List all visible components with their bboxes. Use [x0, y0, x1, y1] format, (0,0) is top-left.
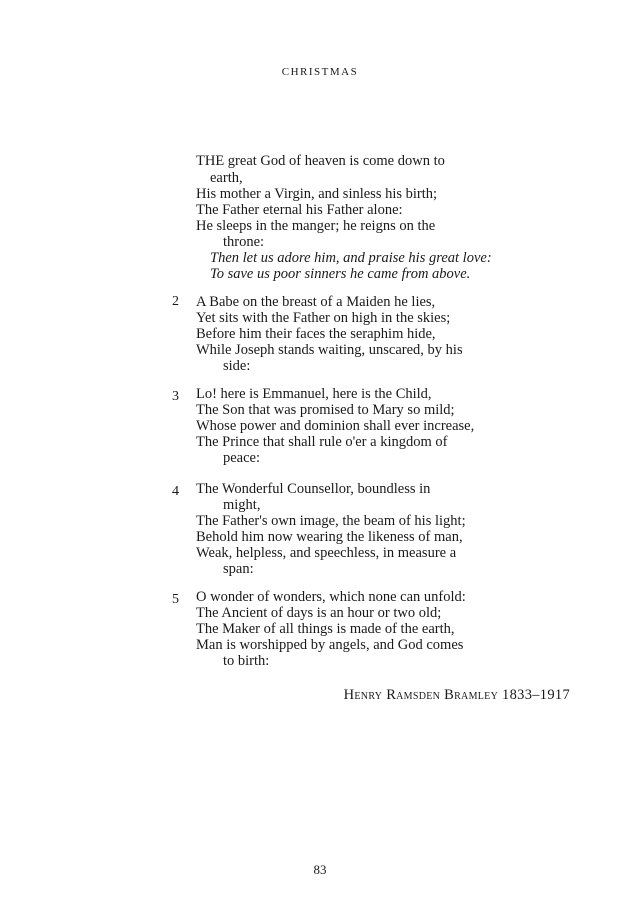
verse-line: Lo! here is Emmanuel, here is the Child,	[196, 386, 432, 402]
verse-line: Man is worshipped by angels, and God comes	[196, 637, 464, 653]
author-dates: 1833–1917	[502, 687, 570, 703]
verse-line: earth,	[210, 170, 243, 186]
verse-line: The Father eternal his Father alone:	[196, 202, 403, 218]
verse-line: peace:	[223, 450, 261, 466]
verse-line: Before him their faces the seraphim hide,	[196, 326, 436, 342]
verse-line: O wonder of wonders, which none can unfold:	[196, 589, 466, 605]
refrain-line: To save us poor sinners he came from above.	[210, 266, 471, 282]
verse-number: 2	[172, 294, 179, 309]
verse-line: side:	[223, 358, 251, 374]
verse-line: A Babe on the breast of a Maiden he lies,	[196, 294, 436, 310]
verse-line: might,	[223, 497, 261, 513]
verse-number: 4	[172, 484, 179, 499]
verse-line: throne:	[223, 234, 265, 250]
verse-line: The Wonderful Counsellor, boundless in	[196, 481, 431, 497]
verse-line: While Joseph stands waiting, unscared, by his	[196, 342, 463, 358]
verse-line: Behold him now wearing the likeness of man,	[196, 529, 463, 545]
verse-number: 3	[172, 389, 179, 404]
verse-line: to birth:	[223, 653, 270, 669]
verse-line: Whose power and dominion shall ever increase,	[196, 418, 475, 434]
verse-line: The Son that was promised to Mary so mild;	[196, 402, 455, 418]
verse-line: Yet sits with the Father on high in the skies;	[196, 310, 451, 326]
verse-line: Weak, helpless, and speechless, in measure a	[196, 545, 457, 561]
page-header: CHRISTMAS	[281, 66, 359, 78]
verse-line: span:	[223, 561, 254, 577]
verse-line: He sleeps in the manger; he reigns on the	[196, 218, 436, 234]
verse-line: His mother a Virgin, and sinless his birth;	[196, 186, 438, 202]
verse-number: 5	[172, 592, 179, 607]
refrain-line: Then let us adore him, and praise his great love:	[210, 250, 492, 266]
verse-line: The Father's own image, the beam of his light;	[196, 513, 466, 529]
author-name: Henry Ramsden Bramley	[343, 687, 499, 703]
verse-line: THE great God of heaven is come down to	[196, 153, 445, 169]
page-number: 83	[313, 862, 327, 877]
verse-line: The Maker of all things is made of the earth,	[196, 621, 455, 637]
hymn-attribution	[344, 687, 570, 704]
verse-line: The Ancient of days is an hour or two old;	[196, 605, 442, 621]
verse-line: The Prince that shall rule o'er a kingdom of	[196, 434, 448, 450]
